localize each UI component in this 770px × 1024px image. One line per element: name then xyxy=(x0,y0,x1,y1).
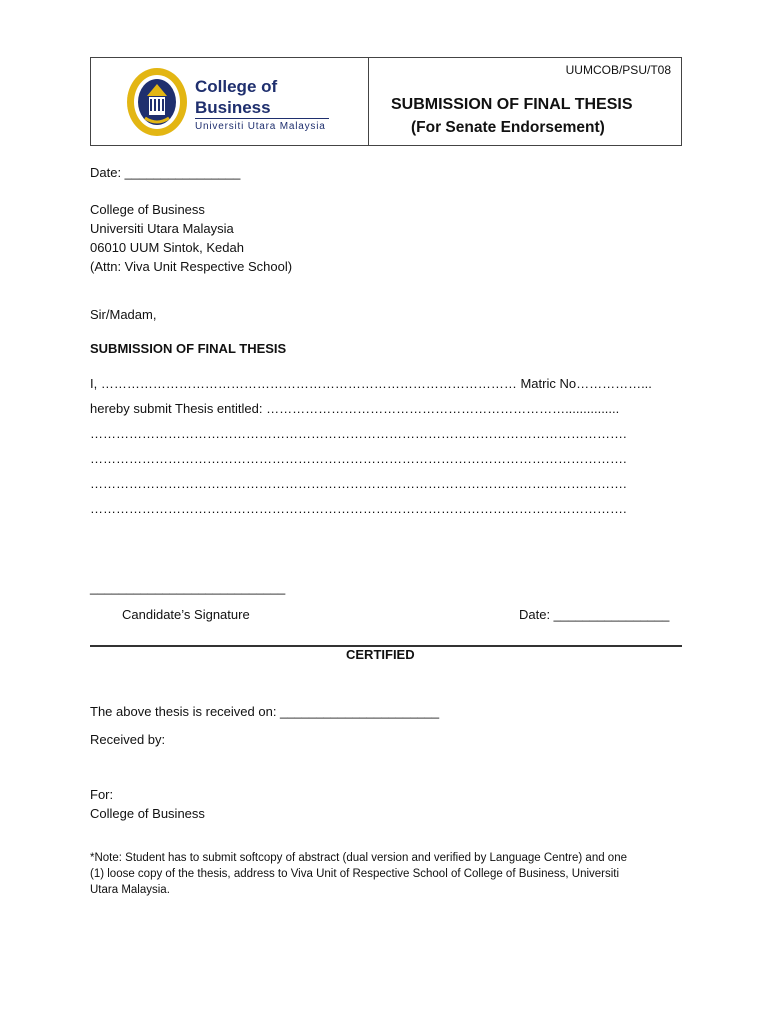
address-line: 06010 UUM Sintok, Kedah xyxy=(90,240,244,255)
date-line: Date: ________________ xyxy=(90,165,241,180)
received-on-line: The above thesis is received on: ______________________ xyxy=(90,704,440,719)
signature-line: ___________________________ xyxy=(90,580,286,595)
note-line: *Note: Student has to submit softcopy of abstract (dual version and verified by Language Centre) and one xyxy=(90,852,627,864)
signature-date: Date: ________________ xyxy=(519,607,670,622)
logo-text-business: Business xyxy=(195,98,271,117)
uum-college-emblem-icon xyxy=(125,66,189,138)
logo-university: Universiti Utara Malaysia xyxy=(195,121,326,132)
form-header xyxy=(90,57,682,146)
address-line: Universiti Utara Malaysia xyxy=(90,221,234,236)
thesis-title-line: ……………………………………………………………………………………………………………. xyxy=(90,476,627,491)
salutation: Sir/Madam, xyxy=(90,307,157,322)
thesis-title-line: ……………………………………………………………………………………………………………. xyxy=(90,426,627,441)
logo-text-college: College of xyxy=(195,77,278,96)
form-code: UUMCOB/PSU/T08 xyxy=(565,63,671,77)
address-line: (Attn: Viva Unit Respective School) xyxy=(90,259,293,274)
note-line: (1) loose copy of the thesis, address to Viva Unit of Respective School of College of Business, Universiti xyxy=(90,868,620,880)
signature-label: Candidate’s Signature xyxy=(122,607,250,622)
form-subtitle: (For Senate Endorsement) xyxy=(411,119,605,136)
thesis-title-line: ……………………………………………………………………………………………………………. xyxy=(90,451,627,466)
candidate-name-line: I, …………………………………………………………………………………… Matric No……………... xyxy=(90,376,652,391)
thesis-title-line: hereby submit Thesis entitled: ……………………………………………………………............... xyxy=(90,401,620,416)
logo-divider xyxy=(195,118,329,119)
header-divider xyxy=(368,58,369,146)
thesis-title-line: ……………………………………………………………………………………………………………. xyxy=(90,501,627,516)
for-value: College of Business xyxy=(90,806,205,821)
received-by-label: Received by: xyxy=(90,732,166,747)
note-line: Utara Malaysia. xyxy=(90,884,170,896)
for-label: For: xyxy=(90,787,114,802)
certified-heading: CERTIFIED xyxy=(346,647,415,662)
form-title: SUBMISSION OF FINAL THESIS xyxy=(391,96,633,113)
section-title: SUBMISSION OF FINAL THESIS xyxy=(90,341,287,356)
address-line: College of Business xyxy=(90,202,205,217)
